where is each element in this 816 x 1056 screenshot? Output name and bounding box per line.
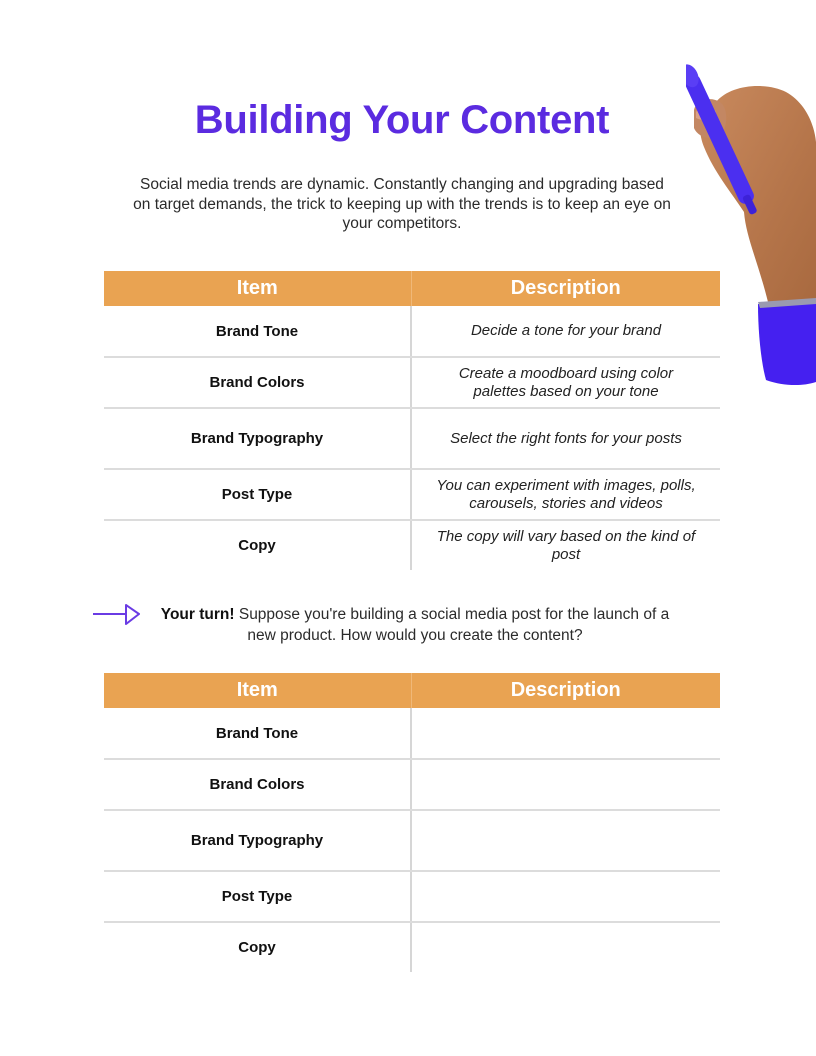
item-cell: Brand Typography xyxy=(104,408,411,469)
table-row xyxy=(104,922,720,972)
description-cell: Decide a tone for your brand xyxy=(411,306,720,357)
table-header-row xyxy=(104,673,720,708)
item-cell: Brand Typography xyxy=(104,810,411,871)
description-answer-cell[interactable] xyxy=(411,922,720,972)
description-cell: You can experiment with images, polls, carousels, stories and videos xyxy=(411,469,720,520)
your-turn-prompt xyxy=(150,604,680,646)
table-row xyxy=(104,408,720,469)
item-cell: Post Type xyxy=(104,469,411,520)
column-header-description: Description xyxy=(411,271,720,306)
column-header-description: Description xyxy=(411,673,720,708)
column-header-item: Item xyxy=(104,271,411,306)
table-row xyxy=(104,708,720,759)
item-cell: Brand Colors xyxy=(104,759,411,810)
description-cell: Create a moodboard using color palettes based on your tone xyxy=(411,357,720,408)
example-table xyxy=(104,271,720,570)
description-cell: The copy will vary based on the kind of post xyxy=(436,527,696,563)
description-answer-cell[interactable] xyxy=(411,759,720,810)
table-row xyxy=(104,357,720,408)
column-header-item: Item xyxy=(104,673,411,708)
page-title: Building Your Content xyxy=(194,98,610,142)
your-turn-label: Your turn! xyxy=(160,606,235,623)
item-cell: Copy xyxy=(104,520,411,570)
item-cell: Brand Tone xyxy=(104,708,411,759)
description-cell: Select the right fonts for your posts xyxy=(411,408,720,469)
description-answer-cell[interactable] xyxy=(411,708,720,759)
your-turn-text: Suppose you're building a social media post for the launch of a new product. How would you create the content? xyxy=(234,606,670,644)
arrow-right-icon xyxy=(92,603,142,627)
intro-paragraph: Social media trends are dynamic. Constantly changing and upgrading based on target demands, the trick to keeping up with the trends is to keep an eye on your competitors. xyxy=(133,176,671,232)
item-cell: Brand Tone xyxy=(104,306,411,357)
item-cell: Brand Colors xyxy=(104,357,411,408)
description-answer-cell[interactable] xyxy=(411,871,720,922)
table-row xyxy=(104,759,720,810)
table-row xyxy=(104,469,720,520)
item-cell: Copy xyxy=(104,922,411,972)
exercise-table xyxy=(104,673,720,972)
item-cell: Post Type xyxy=(104,871,411,922)
table-row xyxy=(104,306,720,357)
table-row xyxy=(104,810,720,871)
table-row xyxy=(104,520,720,570)
table-header-row xyxy=(104,271,720,306)
table-row xyxy=(104,871,720,922)
description-answer-cell[interactable] xyxy=(411,810,720,871)
